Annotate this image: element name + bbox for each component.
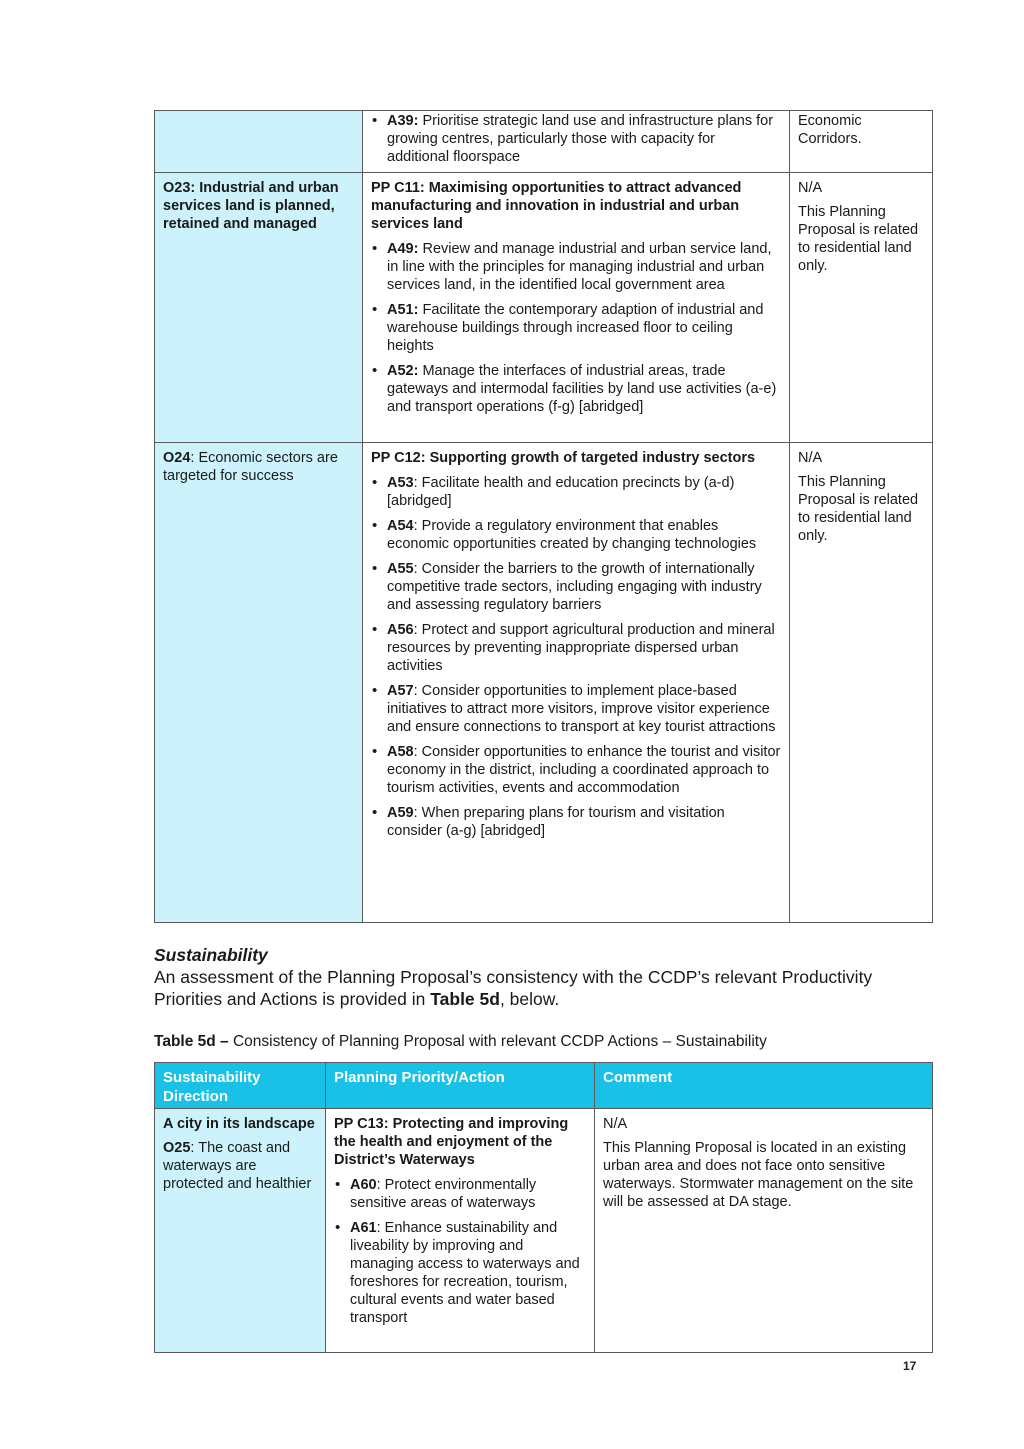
page-number: 17 — [903, 1359, 917, 1373]
action-text: Prioritise strategic land use and infrastructure plans for growing centres, particularly those with capacity for additional floorspace — [387, 113, 774, 165]
caption-label: Table 5d – — [154, 1033, 229, 1050]
list-item — [371, 804, 781, 840]
column-header: Planning Priority/Action — [326, 1063, 595, 1109]
objective-code: O25 — [163, 1140, 191, 1156]
comment-cell — [595, 1109, 933, 1353]
comment-cell — [790, 173, 933, 443]
actions-cell — [363, 443, 790, 923]
list-item — [371, 112, 781, 166]
action-text: Manage the interfaces of industrial areas, trade gateways and intermodal facilities by land use activities (a-e) and transport operations (f-g) [abridged] — [387, 363, 777, 415]
list-item — [371, 474, 781, 510]
actions-cell — [363, 111, 790, 173]
objective-cell — [155, 173, 363, 443]
planning-priority: PP C13: Protecting and improving the health and enjoyment of the District’s Waterways — [334, 1116, 569, 1168]
column-header: Sustainability Direction — [155, 1063, 326, 1109]
objective-text: : Economic sectors are targeted for success — [163, 450, 338, 484]
comment-text: Economic Corridors. — [798, 113, 862, 147]
action-text: : Provide a regulatory environment that enables economic opportunities created by changing technologies — [387, 518, 757, 552]
action-list — [371, 112, 781, 166]
table-row — [155, 173, 933, 443]
comment-na: N/A — [798, 180, 823, 196]
action-code: A55 — [387, 561, 414, 577]
action-code: A53 — [387, 475, 414, 491]
action-text: : Protect and support agricultural production and mineral resources by preventing inappropriate dispersed urban activities — [387, 622, 775, 674]
actions-cell — [326, 1109, 595, 1353]
action-text: : Consider the barriers to the growth of internationally competitive trade sectors, including engaging with industry and assessing regulatory barriers — [387, 561, 762, 613]
action-code: A58 — [387, 744, 414, 760]
intro-table-ref: Table 5d — [430, 989, 500, 1009]
action-text: : Consider opportunities to enhance the tourist and visitor economy in the district, including a coordinated approach to tourism activities, events and accommodation — [387, 744, 781, 796]
caption-text: Consistency of Planning Proposal with relevant CCDP Actions – Sustainability — [228, 1033, 767, 1050]
action-text: : Facilitate health and education precincts by (a-d) [abridged] — [387, 475, 735, 509]
comment-text: This Planning Proposal is related to residential land only. — [798, 204, 919, 274]
comment-na: N/A — [603, 1116, 628, 1132]
table-row — [155, 111, 933, 173]
planning-priority: PP C11: Maximising opportunities to attract advanced manufacturing and innovation in industrial and urban services land — [371, 180, 742, 232]
action-list — [334, 1176, 586, 1327]
objective-text: : The coast and waterways are protected and healthier — [163, 1140, 312, 1192]
section-title: Sustainability — [154, 945, 268, 965]
direction-cell — [155, 1109, 326, 1353]
column-header: Comment — [595, 1063, 933, 1109]
action-text: : Consider opportunities to implement place-based initiatives to attract more visitors, improve visitor experience and ensure connections to transport at key tourist attractions — [387, 683, 776, 735]
action-text: Review and manage industrial and urban service land, in line with the principles for managing industrial and urban services land, in the identified local government area — [387, 241, 772, 293]
section-intro — [154, 966, 914, 1010]
action-code: A56 — [387, 622, 414, 638]
table-header-row — [155, 1063, 933, 1109]
consistency-table-productivity — [154, 110, 933, 923]
action-text: : Enhance sustainability and liveability by improving and managing access to waterways and foreshores for recreation, tourism, cultural events and water based transport — [350, 1220, 580, 1326]
list-item — [371, 517, 781, 553]
list-item — [371, 560, 781, 614]
objective-text: O23: Industrial and urban services land is planned, retained and managed — [163, 180, 339, 232]
action-code: A49: — [387, 241, 419, 257]
intro-text: An assessment of the Planning Proposal’s consistency with the CCDP’s relevant Productivity Priorities and Actions is provided in — [154, 967, 873, 1009]
objective-cell — [155, 111, 363, 173]
list-item — [334, 1219, 586, 1327]
action-code: A61 — [350, 1220, 377, 1236]
action-list — [371, 474, 781, 840]
list-item — [371, 621, 781, 675]
action-code: A57 — [387, 683, 414, 699]
action-text: : When preparing plans for tourism and visitation consider (a-g) [abridged] — [387, 805, 725, 839]
action-code: A54 — [387, 518, 414, 534]
action-code: A51: — [387, 302, 419, 318]
action-text: Facilitate the contemporary adaption of industrial and warehouse buildings through increased floor to ceiling heights — [387, 302, 764, 354]
table-row — [155, 443, 933, 923]
list-item — [371, 743, 781, 797]
action-code: A60 — [350, 1177, 377, 1193]
actions-cell — [363, 173, 790, 443]
list-item — [371, 240, 781, 294]
action-code: A52: — [387, 363, 419, 379]
direction-title: A city in its landscape — [163, 1116, 315, 1132]
objective-code: O24 — [163, 450, 191, 466]
list-item — [371, 362, 781, 416]
comment-cell — [790, 111, 933, 173]
list-item — [334, 1176, 586, 1212]
intro-text-end: , below. — [499, 989, 560, 1009]
comment-cell — [790, 443, 933, 923]
action-code: A39: — [387, 113, 419, 129]
list-item — [371, 682, 781, 736]
action-code: A59 — [387, 805, 414, 821]
action-text: : Protect environmentally sensitive areas of waterways — [350, 1177, 537, 1211]
list-item — [371, 301, 781, 355]
table-row — [155, 1109, 933, 1353]
table-caption — [154, 1032, 767, 1052]
comment-text: This Planning Proposal is related to residential land only. — [798, 474, 919, 544]
comment-na: N/A — [798, 450, 823, 466]
objective-cell — [155, 443, 363, 923]
comment-text: This Planning Proposal is located in an existing urban area and does not face onto sensitive waterways. Stormwater management on the site will be assessed at DA stage. — [603, 1140, 914, 1210]
planning-priority: PP C12: Supporting growth of targeted industry sectors — [371, 450, 756, 466]
consistency-table-sustainability — [154, 1062, 933, 1353]
action-list — [371, 240, 781, 416]
